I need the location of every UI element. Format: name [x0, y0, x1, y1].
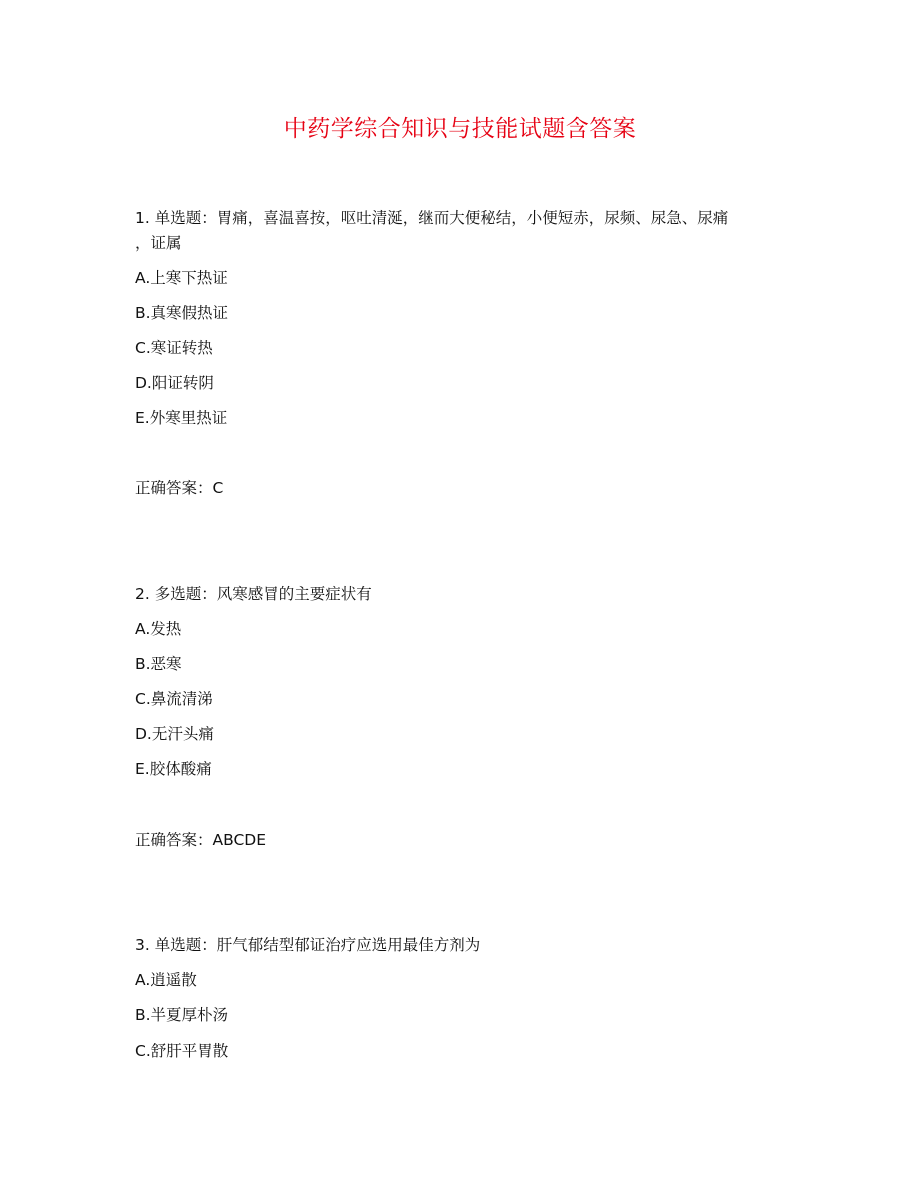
question-1-stem-line1: 1. 单选题：胃痛，喜温喜按，呕吐清涎，继而大便秘结，小便短赤，尿频、尿急、尿痛 — [135, 209, 729, 227]
question-1-option-e: E.外寒里热证 — [135, 409, 228, 427]
question-1-stem-line2: ，证属 — [135, 234, 182, 252]
question-2-option-d: D.无汗头痛 — [135, 725, 214, 743]
question-1-option-a: A.上寒下热证 — [135, 269, 228, 287]
question-1-option-d: D.阳证转阴 — [135, 374, 214, 392]
question-2-option-a: A.发热 — [135, 620, 182, 638]
question-1-answer: 正确答案：C — [135, 479, 224, 497]
question-3-option-b: B.半夏厚朴汤 — [135, 1006, 229, 1024]
question-2-option-b: B.恶寒 — [135, 655, 182, 673]
question-1-option-c: C.寒证转热 — [135, 339, 213, 357]
question-3-stem-line1: 3. 单选题：肝气郁结型郁证治疗应选用最佳方剂为 — [135, 936, 481, 954]
question-2-option-c: C.鼻流清涕 — [135, 690, 213, 708]
question-1-option-b: B.真寒假热证 — [135, 304, 229, 322]
question-2-stem-line1: 2. 多选题：风寒感冒的主要症状有 — [135, 585, 372, 603]
question-3-option-c: C.舒肝平胃散 — [135, 1042, 229, 1060]
question-2-answer: 正确答案：ABCDE — [135, 831, 267, 849]
question-3-option-a: A.逍遥散 — [135, 971, 197, 989]
document-title: 中药学综合知识与技能试题含答案 — [283, 116, 637, 142]
question-2-option-e: E.胶体酸痛 — [135, 760, 212, 778]
